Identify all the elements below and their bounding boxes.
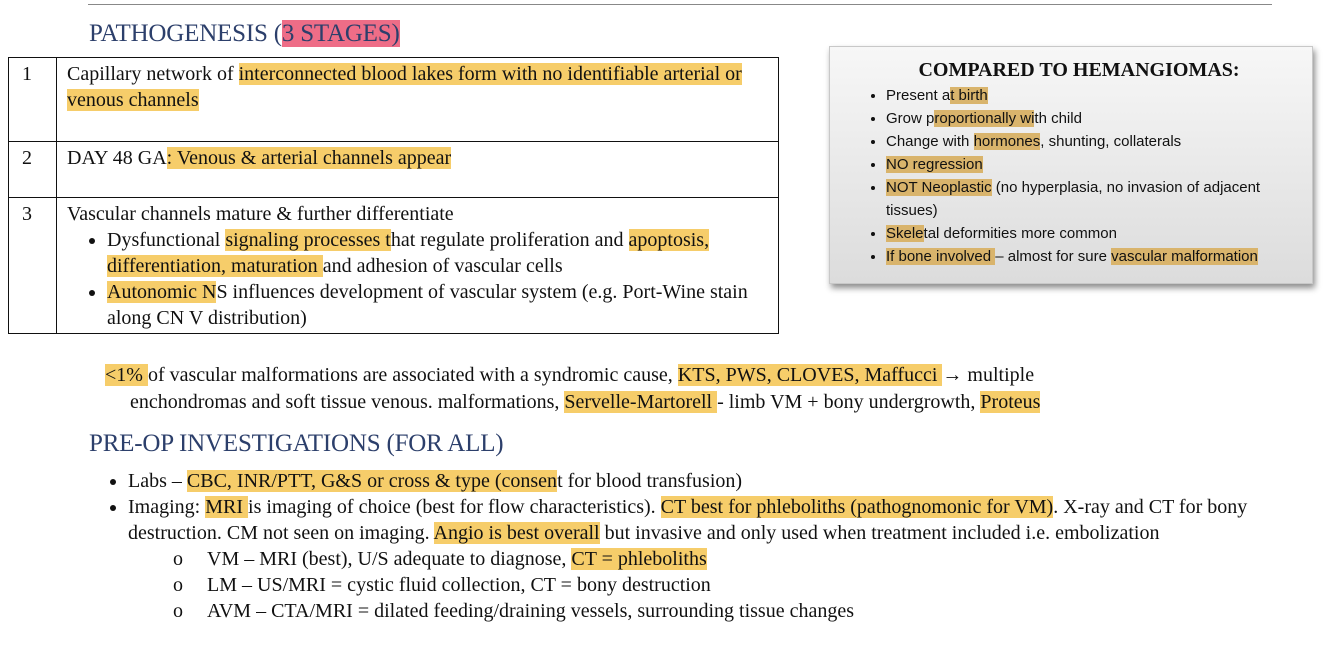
list-item xyxy=(107,227,772,279)
text-run: Grow p xyxy=(886,110,935,127)
text-run: S influences development of vascular system (e.g. Port-Wine stain along CN V distribution) xyxy=(107,281,748,329)
imaging-sublist xyxy=(128,546,1318,624)
text-run: but invasive and only used when treatment included i.e. embolization xyxy=(599,522,1160,544)
compare-hemangiomas-box xyxy=(829,46,1313,284)
highlight-run: Servelle-Martorell xyxy=(564,391,718,413)
text-run: LM – US/MRI = cystic fluid collection, CT = bony destruction xyxy=(207,574,711,596)
list-item xyxy=(886,130,1304,153)
highlight-run: Proteus xyxy=(980,391,1041,413)
syndromic-paragraph xyxy=(105,362,1265,416)
list-item xyxy=(107,279,772,331)
text-run: - limb VM + bony undergrowth, xyxy=(717,391,981,413)
highlight-run: roportionally wi xyxy=(934,110,1035,127)
highlight-run: NOT Neoplastic xyxy=(886,179,992,196)
highlight-run: CBC, INR/PTT, G&S or cross & type (consen xyxy=(186,470,558,492)
text-run: VM – MRI (best), U/S adequate to diagnose, xyxy=(207,548,572,570)
stage-description xyxy=(57,142,779,198)
preop-heading: PRE-OP INVESTIGATIONS (FOR ALL) xyxy=(89,430,504,457)
list-item xyxy=(886,222,1304,245)
stage-number: 2 xyxy=(9,142,57,198)
text-run: – almost for sure xyxy=(995,248,1112,265)
stage-number: 3 xyxy=(9,198,57,334)
stage-description xyxy=(57,58,779,142)
highlight-run: t birth xyxy=(950,87,988,104)
highlight-run: Skele xyxy=(886,225,924,242)
highlight-run: signaling processes t xyxy=(225,229,391,251)
text-run: → multiple xyxy=(942,364,1035,386)
text-run: DAY 48 GA xyxy=(67,147,167,169)
highlight-run: Autonomic N xyxy=(107,281,217,303)
text-run: enchondromas and soft tissue venous. malformations, xyxy=(130,391,565,413)
list-item xyxy=(886,107,1304,130)
list-item xyxy=(886,84,1304,107)
table-row xyxy=(9,58,779,142)
highlight-run: NO regression xyxy=(886,156,983,173)
table-row xyxy=(9,142,779,198)
stages-table xyxy=(8,57,779,334)
text-run: Present a xyxy=(886,87,951,104)
highlight-run: : Venous & arterial channels appear xyxy=(166,147,452,169)
text-run: t for blood transfusion) xyxy=(557,470,743,492)
stage-description xyxy=(57,198,779,334)
text-run: Labs – xyxy=(128,470,187,492)
text-run: is imaging of choice (best for flow characteristics). xyxy=(248,496,661,518)
highlight-run: CT best for phleboliths (pathognomonic for VM) xyxy=(660,496,1054,518)
text-run: Change with xyxy=(886,133,974,150)
text-run: AVM – CTA/MRI = dilated feeding/draining vessels, surrounding tissue changes xyxy=(207,600,855,622)
highlight-run: hormones xyxy=(973,133,1041,150)
box-title: COMPARED TO HEMANGIOMAS: xyxy=(918,59,1240,81)
text-run: and adhesion of vascular cells xyxy=(322,255,563,277)
list-item xyxy=(886,176,1304,222)
text-run: Dysfunctional xyxy=(107,229,226,251)
stage-title: Vascular channels mature & further differentiate xyxy=(67,203,454,225)
list-item xyxy=(128,494,1318,624)
pathogenesis-heading xyxy=(89,20,400,48)
highlight-run: interconnected blood lakes form with no identifiable arterial or venous channels xyxy=(67,63,742,111)
text-run: , shunting, collaterals xyxy=(1040,133,1182,150)
highlight-run: vascular malformation xyxy=(1111,248,1258,265)
preop-list xyxy=(90,468,1318,624)
highlight-run: If bone involved xyxy=(886,248,996,265)
text-run: of vascular malformations are associated with a syndromic cause, xyxy=(147,364,678,386)
list-item xyxy=(886,245,1304,268)
highlight-run: apoptosis, differentiation, maturation xyxy=(107,229,710,277)
highlight-run: KTS, PWS, CLOVES, Maffucci xyxy=(677,364,943,386)
stage-bullets xyxy=(67,227,772,331)
text-run: th child xyxy=(1034,110,1082,127)
text-run: . X-ray and CT for bony destruction. CM not seen on imaging. xyxy=(128,496,1248,544)
text-run: Capillary network of xyxy=(67,63,239,85)
list-item xyxy=(886,153,1304,176)
text-run: hat regulate proliferation and xyxy=(390,229,629,251)
list-item xyxy=(173,546,1318,572)
highlight-run: CT = phleboliths xyxy=(571,548,707,570)
text-run: (no hyperplasia, no invasion of adjacent tissues) xyxy=(886,179,1261,219)
text-run: tal deformities more common xyxy=(923,225,1117,242)
highlight-run: MRI xyxy=(205,496,249,518)
list-item xyxy=(173,572,1318,598)
compare-list xyxy=(844,84,1304,268)
stage-number: 1 xyxy=(9,58,57,142)
paragraph-line xyxy=(105,362,1265,389)
list-item xyxy=(128,468,1318,494)
highlight-run: <1% xyxy=(105,364,148,386)
heading-highlight: 3 STAGES) xyxy=(281,20,400,47)
text-run: Imaging: xyxy=(128,496,206,518)
heading-text: PATHOGENESIS ( xyxy=(89,20,282,47)
top-divider xyxy=(88,4,1272,5)
paragraph-line xyxy=(105,389,1265,416)
highlight-run: Angio is best overall xyxy=(433,522,600,544)
table-row xyxy=(9,198,779,334)
list-item xyxy=(173,598,1318,624)
